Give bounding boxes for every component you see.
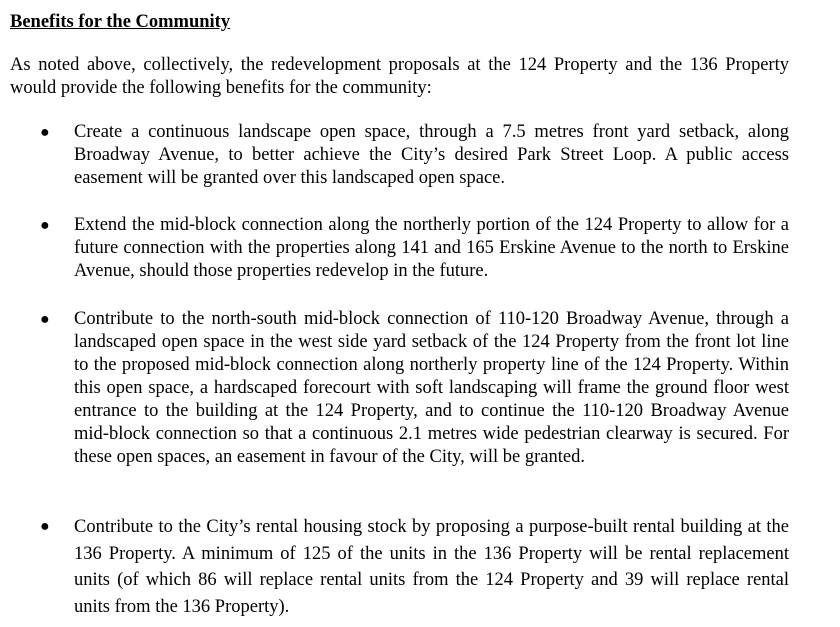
list-item-text: Contribute to the north-south mid-block connection of 110-120 Broadway Avenue, through a landscaped open space in the west side yard setback of the 124 Property from the front lot line to the proposed mid-block connection along northerly property line of the 124 Property. Within this open space, a hardscaped forecourt with soft landscaping will frame the ground floor west entrance to the building at the 124 Property, and to continue the 110-120 Broadway Avenue mid-block connection so that a continuous 2.1 metres wide pedestrian clearway is secured. For these open spaces, an easement in favour of the City, will be granted.: [74, 309, 789, 467]
list-item-text: Extend the mid-block connection along the northerly portion of the 124 Property to allow for a future connection with the properties along 141 and 165 Erskine Avenue to the north to Erskine Avenue, should those properties redevelop in the future.: [74, 215, 789, 281]
intro-paragraph: As noted above, collectively, the redevelopment proposals at the 124 Property and the 136 Property would provide the following benefits for the community:: [10, 55, 789, 98]
bullet-icon: ●: [40, 311, 50, 328]
bullet-icon: ●: [40, 124, 50, 141]
bullet-icon: ●: [40, 518, 50, 535]
section-heading: Benefits for the Community: [10, 12, 231, 32]
list-item-text: Contribute to the City’s rental housing stock by proposing a purpose-built rental building at the 136 Property. A minimum of 125 of the units in the 136 Property will be rental replacement units (of which 86 will replace rental units from the 124 Property and 39 will replace rental units from the 136 Property).: [74, 517, 789, 617]
list-item-text: Create a continuous landscape open space, through a 7.5 metres front yard setback, along Broadway Avenue, to better achieve the City’s desired Park Street Loop. A public access easement will be granted over this landscaped open space.: [74, 122, 789, 188]
bullet-icon: ●: [40, 217, 50, 234]
